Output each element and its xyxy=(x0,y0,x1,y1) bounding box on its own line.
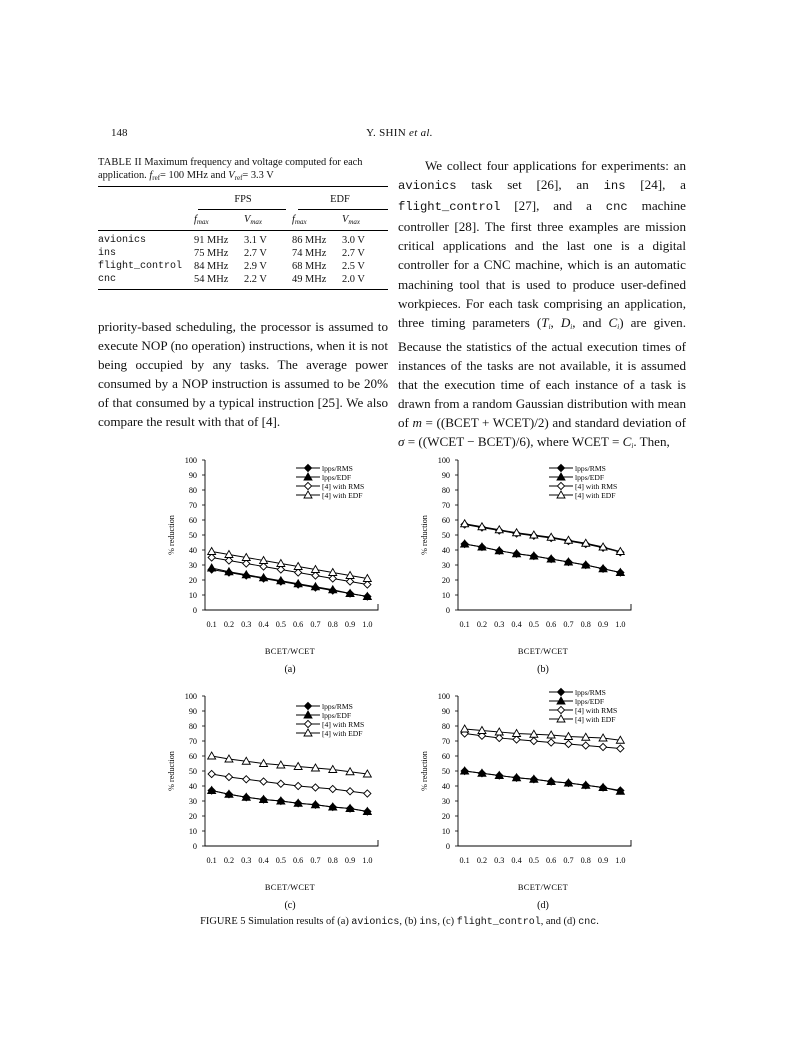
app-flight-control: flight_control xyxy=(398,200,501,215)
chart-svg-a xyxy=(160,452,390,682)
series-line xyxy=(212,552,368,579)
x-tick-label: 1.0 xyxy=(615,620,626,629)
x-tick-label: 1.0 xyxy=(362,620,373,629)
y-tick-label: 30 xyxy=(441,797,450,806)
y-tick-label: 50 xyxy=(188,531,197,540)
data-point xyxy=(208,554,215,561)
x-tick-label: 0.1 xyxy=(206,856,217,865)
frequency-voltage-table xyxy=(98,186,388,290)
legend-marker xyxy=(304,720,311,727)
page-number: 148 xyxy=(111,127,128,139)
x-tick-label: 1.0 xyxy=(615,856,626,865)
table-row: flight_control 84 MHz 2.9 V 68 MHz 2.5 V xyxy=(98,260,365,272)
y-tick-label: 40 xyxy=(188,782,197,791)
x-tick-label: 0.5 xyxy=(528,856,539,865)
data-point xyxy=(364,581,371,588)
data-point xyxy=(617,745,624,752)
x-tick-label: 0.4 xyxy=(258,856,269,865)
left-paragraph: priority-based scheduling, the processor is assumed to execute NOP (no operation) instructions, when it is not being occupied by any tasks. The average power consumed by a NOP instruction is assumed to be 20% of that consumed by a typical instruction [25]. We also compare the result with that of [4]. xyxy=(98,319,388,430)
series-line xyxy=(465,524,621,552)
data-point xyxy=(225,773,232,780)
y-tick-label: 50 xyxy=(188,767,197,776)
x-tick-label: 0.1 xyxy=(206,620,217,629)
y-tick-label: 90 xyxy=(188,707,197,716)
data-point xyxy=(329,575,336,582)
series-4-with-edf xyxy=(461,725,625,743)
legend-label: [4] with EDF xyxy=(322,729,363,738)
y-tick-label: 0 xyxy=(445,606,450,615)
y-tick-label: 40 xyxy=(441,546,450,555)
app-cnc: cnc xyxy=(605,200,628,215)
series-line xyxy=(465,771,621,791)
subfigure-label: (c) xyxy=(284,900,296,911)
legend-marker xyxy=(304,711,312,718)
data-point xyxy=(312,784,319,791)
legend-label: lpps/RMS xyxy=(575,688,606,697)
legend-marker xyxy=(557,491,565,498)
y-tick-label: 20 xyxy=(188,812,197,821)
data-point xyxy=(260,563,267,570)
x-tick-label: 0.2 xyxy=(476,856,488,865)
x-axis-label: BCET/WCET xyxy=(517,883,569,892)
right-paragraph: We collect four applications for experiments: an avionics task set [26], an ins [24], a flight_control [27], and a cnc machine controller [28]. The first three examples are mission critical applications and the last one is a digital controller for a CNC machine, which is an automatic machining tool that is used to produce user-defined workpieces. For each task comprising an application, three timing parameters ($T_i$, $D_i$, and $C_i$) are given. Because the statistics of the actual execution times of instances of the tasks are not available, it is assumed that the execution time of each instance of a task is drawn from a random Gaussian distribution with mean of m = ((BCET + WCET)/2) and standard deviation of σ = ((WCET − BCET)/6), where WCET = $C_i$. Then, xyxy=(398,158,686,451)
x-tick-label: 0.4 xyxy=(511,856,522,865)
legend-label: lpps/RMS xyxy=(322,702,353,711)
legend-label: [4] with RMS xyxy=(575,706,618,715)
series-lpps-edf xyxy=(461,540,625,576)
y-tick-label: 10 xyxy=(188,591,197,600)
x-tick-label: 0.6 xyxy=(546,620,557,629)
x-tick-label: 0.9 xyxy=(597,856,609,865)
y-tick-label: 90 xyxy=(188,471,197,480)
y-axis-label: % reduction xyxy=(420,515,429,555)
legend-label: lpps/EDF xyxy=(575,473,605,482)
data-point xyxy=(243,560,250,567)
x-tick-label: 0.6 xyxy=(546,856,557,865)
data-point xyxy=(346,578,353,585)
data-point xyxy=(225,557,232,564)
legend-marker xyxy=(557,697,565,704)
data-point xyxy=(329,785,336,792)
legend-label: [4] with EDF xyxy=(575,715,616,724)
table-caption-label: TABLE II xyxy=(98,157,142,168)
y-tick-label: 70 xyxy=(441,501,450,510)
subfigure-label: (b) xyxy=(537,664,549,675)
x-tick-label: 0.7 xyxy=(563,620,574,629)
table-group-fps: FPS xyxy=(234,194,252,205)
legend-marker xyxy=(304,482,311,489)
y-tick-label: 40 xyxy=(188,546,197,555)
x-tick-label: 0.4 xyxy=(511,620,522,629)
y-tick-label: 60 xyxy=(188,516,197,525)
x-tick-label: 0.3 xyxy=(494,856,505,865)
y-tick-label: 0 xyxy=(192,606,197,615)
y-tick-label: 60 xyxy=(188,752,197,761)
x-tick-label: 0.3 xyxy=(241,620,252,629)
table-row: avionics 91 MHz 3.1 V 86 MHz 3.0 V xyxy=(98,234,365,246)
y-tick-label: 0 xyxy=(192,842,197,851)
y-tick-label: 60 xyxy=(441,516,450,525)
y-tick-label: 80 xyxy=(441,722,450,731)
y-tick-label: 10 xyxy=(441,591,450,600)
table-caption-fref: = 100 MHz and xyxy=(160,170,226,181)
y-tick-label: 50 xyxy=(441,767,450,776)
legend-marker xyxy=(304,473,312,480)
figure-caption: FIGURE 5 Simulation results of (a) avionics, (b) ins, (c) flight_control, and (d) cnc. xyxy=(200,916,599,928)
data-point xyxy=(496,734,503,741)
data-point xyxy=(295,569,302,576)
running-head-authors: Y. SHIN xyxy=(366,127,410,139)
legend-label: [4] with RMS xyxy=(322,720,365,729)
y-tick-label: 50 xyxy=(441,531,450,540)
y-tick-label: 70 xyxy=(188,501,197,510)
x-axis-label: BCET/WCET xyxy=(264,883,316,892)
series-4-with-rms xyxy=(461,521,624,556)
legend-label: [4] with EDF xyxy=(575,491,616,500)
running-header xyxy=(0,127,799,139)
data-point xyxy=(277,780,284,787)
chart-svg-d xyxy=(413,688,643,918)
data-point xyxy=(548,739,555,746)
data-point xyxy=(295,782,302,789)
data-point xyxy=(208,752,216,759)
subfigure-label: (a) xyxy=(284,664,296,675)
y-tick-label: 100 xyxy=(437,692,450,701)
legend-marker xyxy=(557,482,564,489)
legend-label: lpps/EDF xyxy=(322,473,352,482)
legend-label: [4] with RMS xyxy=(575,482,618,491)
x-tick-label: 0.1 xyxy=(459,856,470,865)
app-ins: ins xyxy=(603,179,626,194)
x-tick-label: 0.2 xyxy=(223,856,235,865)
data-point xyxy=(513,736,520,743)
series-line xyxy=(212,756,368,774)
data-point xyxy=(243,776,250,783)
legend-marker xyxy=(304,464,311,471)
series-4-with-edf xyxy=(208,752,372,777)
x-tick-label: 0.2 xyxy=(223,620,235,629)
legend-label: lpps/RMS xyxy=(322,464,353,473)
chart-svg-b xyxy=(413,452,643,682)
x-tick-label: 1.0 xyxy=(362,856,373,865)
x-tick-label: 0.8 xyxy=(580,620,591,629)
data-point xyxy=(364,790,371,797)
y-tick-label: 100 xyxy=(184,692,197,701)
series-line xyxy=(212,568,368,597)
legend-label: [4] with RMS xyxy=(322,482,365,491)
y-tick-label: 90 xyxy=(441,707,450,716)
legend-marker xyxy=(304,491,312,498)
series-4-with-edf xyxy=(208,548,372,582)
chart-b xyxy=(413,452,643,687)
chart-a xyxy=(160,452,390,687)
y-tick-label: 80 xyxy=(441,486,450,495)
legend-label: lpps/EDF xyxy=(322,711,352,720)
y-axis-label: % reduction xyxy=(167,751,176,791)
series-line xyxy=(212,558,368,585)
series-line xyxy=(465,544,621,573)
legend-marker xyxy=(557,688,564,695)
series-line xyxy=(465,734,621,749)
legend-marker xyxy=(557,464,564,471)
y-tick-label: 30 xyxy=(188,561,197,570)
data-point xyxy=(582,742,589,749)
legend-label: lpps/RMS xyxy=(575,464,606,473)
y-tick-label: 70 xyxy=(188,737,197,746)
x-tick-label: 0.9 xyxy=(597,620,609,629)
data-point xyxy=(461,725,469,732)
y-tick-label: 10 xyxy=(441,827,450,836)
y-tick-label: 100 xyxy=(437,456,450,465)
y-tick-label: 20 xyxy=(441,576,450,585)
y-tick-label: 40 xyxy=(441,782,450,791)
table-row: ins 75 MHz 2.7 V 74 MHz 2.7 V xyxy=(98,247,365,259)
legend-label: lpps/EDF xyxy=(575,697,605,706)
data-point xyxy=(346,788,353,795)
data-point xyxy=(208,770,215,777)
col-fmax-edf: $f_{max}$ xyxy=(292,213,307,226)
y-tick-label: 90 xyxy=(441,471,450,480)
data-point xyxy=(277,566,284,573)
col-vmax-edf: $V_{max}$ xyxy=(342,213,361,226)
table-caption: TABLE II Maximum frequency and voltage computed for each application. $f_{ref}= 100$ MHz and $V_{ref}= 3.3$ V xyxy=(98,157,363,182)
x-tick-label: 0.1 xyxy=(459,620,470,629)
x-tick-label: 0.8 xyxy=(327,620,338,629)
legend-marker xyxy=(304,702,311,709)
x-axis-label: BCET/WCET xyxy=(517,647,569,656)
y-tick-label: 10 xyxy=(188,827,197,836)
legend-marker xyxy=(557,715,565,722)
table-group-edf: EDF xyxy=(330,194,350,205)
y-axis-label: % reduction xyxy=(420,751,429,791)
x-tick-label: 0.5 xyxy=(275,856,286,865)
chart-svg-c xyxy=(160,688,390,918)
x-tick-label: 0.9 xyxy=(344,856,356,865)
y-tick-label: 0 xyxy=(445,842,450,851)
y-tick-label: 100 xyxy=(184,456,197,465)
x-tick-label: 0.8 xyxy=(327,856,338,865)
legend-marker xyxy=(557,473,565,480)
series-line xyxy=(465,729,621,740)
data-point xyxy=(565,740,572,747)
table-caption-text: Maximum frequency and voltage computed for each application. xyxy=(98,157,363,181)
y-tick-label: 70 xyxy=(441,737,450,746)
x-tick-label: 0.7 xyxy=(310,620,321,629)
x-tick-label: 0.4 xyxy=(258,620,269,629)
x-tick-label: 0.7 xyxy=(310,856,321,865)
x-tick-label: 0.5 xyxy=(528,620,539,629)
x-tick-label: 0.5 xyxy=(275,620,286,629)
x-tick-label: 0.8 xyxy=(580,856,591,865)
series-line xyxy=(212,774,368,794)
chart-d xyxy=(413,688,643,923)
y-tick-label: 30 xyxy=(441,561,450,570)
legend-marker xyxy=(304,729,312,736)
data-point xyxy=(599,743,606,750)
legend-marker xyxy=(557,706,564,713)
table-row: cnc 54 MHz 2.2 V 49 MHz 2.0 V xyxy=(98,273,365,285)
app-avionics: avionics xyxy=(398,179,457,194)
x-axis-label: BCET/WCET xyxy=(264,647,316,656)
x-tick-label: 0.3 xyxy=(241,856,252,865)
subfigure-label: (d) xyxy=(537,900,549,911)
table-caption-vref: = 3.3 V xyxy=(242,170,274,181)
x-tick-label: 0.2 xyxy=(476,620,488,629)
x-tick-label: 0.9 xyxy=(344,620,356,629)
y-tick-label: 80 xyxy=(188,722,197,731)
data-point xyxy=(208,564,216,571)
running-head-etal: et al. xyxy=(409,127,433,139)
y-tick-label: 20 xyxy=(441,812,450,821)
x-tick-label: 0.6 xyxy=(293,620,304,629)
legend-label: [4] with EDF xyxy=(322,491,363,500)
y-tick-label: 80 xyxy=(188,486,197,495)
col-vmax-fps: $V_{max}$ xyxy=(244,213,263,226)
y-tick-label: 60 xyxy=(441,752,450,761)
chart-c xyxy=(160,688,390,923)
data-point xyxy=(312,572,319,579)
series-line xyxy=(212,791,368,812)
y-axis-label: % reduction xyxy=(167,515,176,555)
data-point xyxy=(208,548,216,555)
y-tick-label: 20 xyxy=(188,576,197,585)
data-point xyxy=(530,737,537,744)
series-lpps-edf xyxy=(461,767,625,794)
y-tick-label: 30 xyxy=(188,797,197,806)
col-fmax-fps: $f_{max}$ xyxy=(194,213,209,226)
x-tick-label: 0.7 xyxy=(563,856,574,865)
x-tick-label: 0.6 xyxy=(293,856,304,865)
data-point xyxy=(260,778,267,785)
x-tick-label: 0.3 xyxy=(494,620,505,629)
